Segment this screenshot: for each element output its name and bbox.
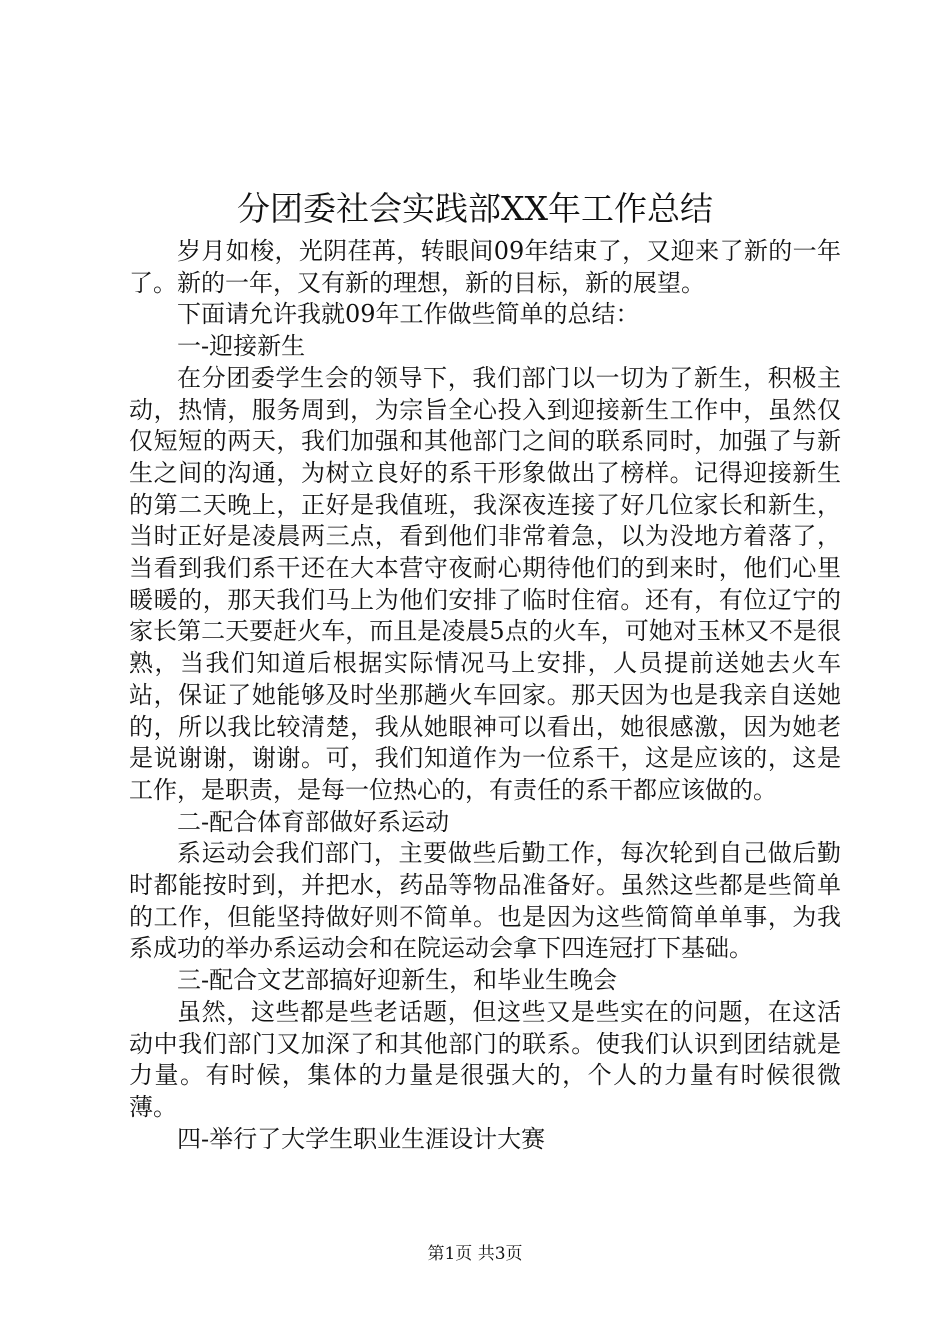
- document-title: 分团委社会实践部XX年工作总结: [237, 189, 713, 228]
- page-number-footer: 第1页 共3页: [427, 1244, 523, 1264]
- section-heading-career: 四-举行了大学生职业生涯设计大赛: [177, 1124, 546, 1153]
- summary-lead-paragraph: 下面请允许我就09年工作做些简单的总结：: [177, 300, 640, 329]
- arts-paragraph: 虽然，这些都是些老话题，但这些又是些实在的问题，在这活动中我们部门又加深了和其他部门的联系。使我们认识到团结就是力量。有时候，集体的力量是很强大的，个人的力量有时候很微薄。: [129, 997, 841, 1121]
- sports-paragraph: 系运动会我们部门，主要做些后勤工作，每次轮到自己做后勤时都能按时到，并把水，药品等物品准备好。虽然这些都是些简单的工作，但能坚持做好则不简单。也是因为这些简简单单事，为我系成功的举办系运动会和在院运动会拿下四连冠打下基础。: [129, 839, 841, 963]
- document-body: [129, 236, 841, 1155]
- section-heading-welcome: 一-迎接新生: [177, 332, 306, 361]
- intro-paragraph: 岁月如梭，光阴荏苒，转眼间09年结束了，又迎来了新的一年了。新的一年，又有新的理想，新的目标，新的展望。: [129, 237, 841, 297]
- section-heading-sports: 二-配合体育部做好系运动: [177, 807, 450, 836]
- welcome-paragraph: 在分团委学生会的领导下，我们部门以一切为了新生，积极主动，热情，服务周到，为宗旨全心投入到迎接新生工作中，虽然仅仅短短的两天，我们加强和其他部门之间的联系同时，加强了与新生之间的沟通，为树立良好的系干形象做出了榜样。记得迎接新生的第二天晚上，正好是我值班，我深夜连接了好几位家长和新生，当时正好是凌晨两三点，看到他们非常着急，以为没地方着落了，当看到我们系干还在大本营守夜耐心期待他们的到来时，他们心里暖暖的，那天我们马上为他们安排了临时住宿。还有，有位辽宁的家长第二天要赶火车，而且是凌晨5点的火车，可她对玉林又不是很熟，当我们知道后根据实际情况马上安排，人员提前送她去火车站，保证了她能够及时坐那趟火车回家。那天因为也是我亲自送她的，所以我比较清楚，我从她眼神可以看出，她很感激，因为她老是说谢谢，谢谢。可，我们知道作为一位系干，这是应该的，这是工作，是职责，是每一位热心的，有责任的系干都应该做的。: [129, 363, 841, 804]
- section-heading-arts: 三-配合文艺部搞好迎新生，和毕业生晚会: [177, 966, 618, 995]
